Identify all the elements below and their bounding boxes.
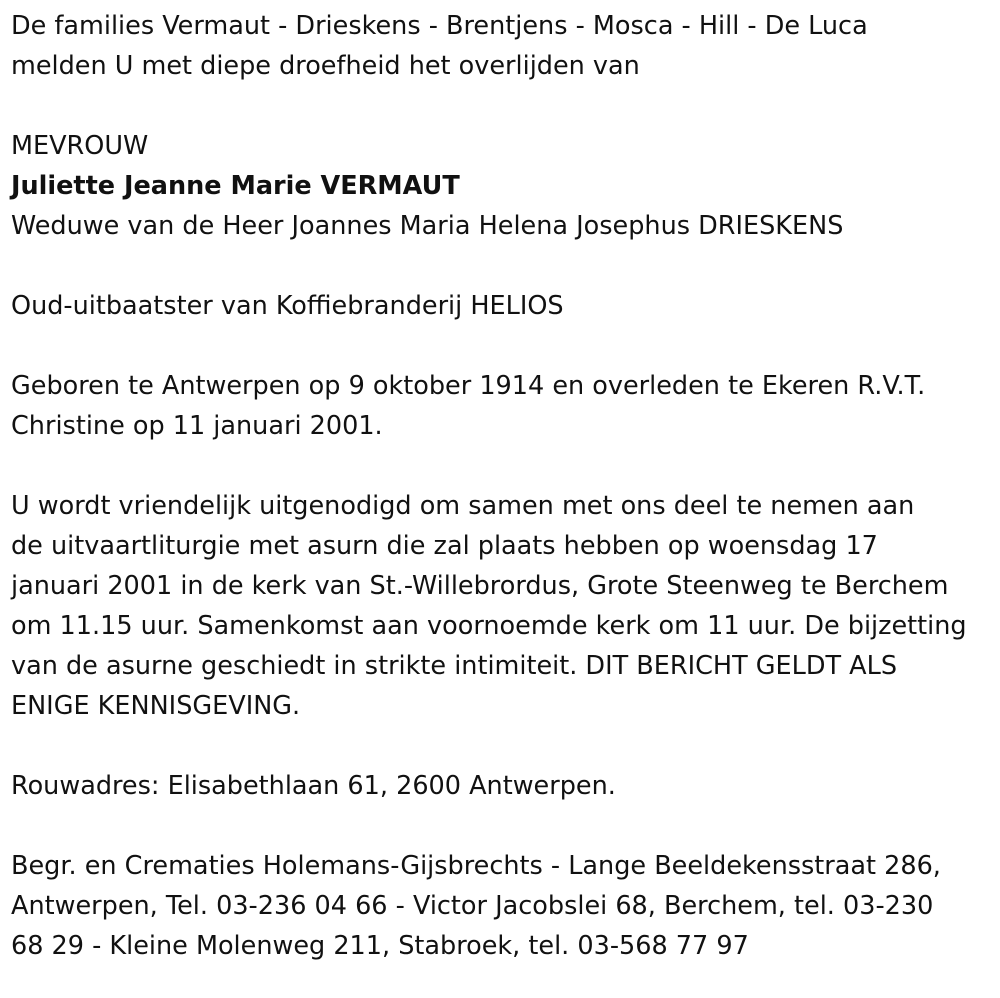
intro-line-2: melden U met diepe droefheid het overlijden van [11, 51, 640, 81]
invitation-line-5: van de asurne geschiedt in strikte intimiteit. DIT BERICHT GELDT ALS [11, 651, 898, 681]
spacer [11, 446, 996, 486]
birth-death-line-2: Christine op 11 januari 2001. [11, 411, 383, 441]
invitation-line-4: om 11.15 uur. Samenkomst aan voornoemde kerk om 11 uur. De bijzetting [11, 611, 967, 641]
invitation-line-2: de uitvaartliturgie met asurn die zal plaats hebben op woensdag 17 [11, 531, 878, 561]
occupation: Oud-uitbaatster van Koffiebranderij HELIOS [11, 291, 564, 321]
funeral-home-line-2: Antwerpen, Tel. 03-236 04 66 - Victor Jacobslei 68, Berchem, tel. 03-230 [11, 891, 934, 921]
spacer [11, 86, 996, 126]
funeral-home-line-1: Begr. en Crematies Holemans-Gijsbrechts - Lange Beeldekensstraat 286, [11, 851, 941, 881]
funeral-home-line-3: 68 29 - Kleine Molenweg 211, Stabroek, tel. 03-568 77 97 [11, 931, 749, 961]
obituary-notice [11, 6, 996, 966]
intro-line-1: De families Vermaut - Drieskens - Brentjens - Mosca - Hill - De Luca [11, 11, 868, 41]
spacer [11, 726, 996, 766]
mourning-address: Rouwadres: Elisabethlaan 61, 2600 Antwerpen. [11, 771, 616, 801]
spacer [11, 806, 996, 846]
invitation-line-3: januari 2001 in de kerk van St.-Willebrordus, Grote Steenweg te Berchem [11, 571, 949, 601]
invitation-line-6: ENIGE KENNISGEVING. [11, 691, 301, 721]
spacer [11, 326, 996, 366]
honorific: MEVROUW [11, 131, 149, 161]
birth-death-line-1: Geboren te Antwerpen op 9 oktober 1914 en overleden te Ekeren R.V.T. [11, 371, 926, 401]
spacer [11, 246, 996, 286]
invitation-line-1: U wordt vriendelijk uitgenodigd om samen met ons deel te nemen aan [11, 491, 915, 521]
deceased-name: Juliette Jeanne Marie VERMAUT [11, 171, 460, 201]
spouse-line: Weduwe van de Heer Joannes Maria Helena Josephus DRIESKENS [11, 211, 844, 241]
